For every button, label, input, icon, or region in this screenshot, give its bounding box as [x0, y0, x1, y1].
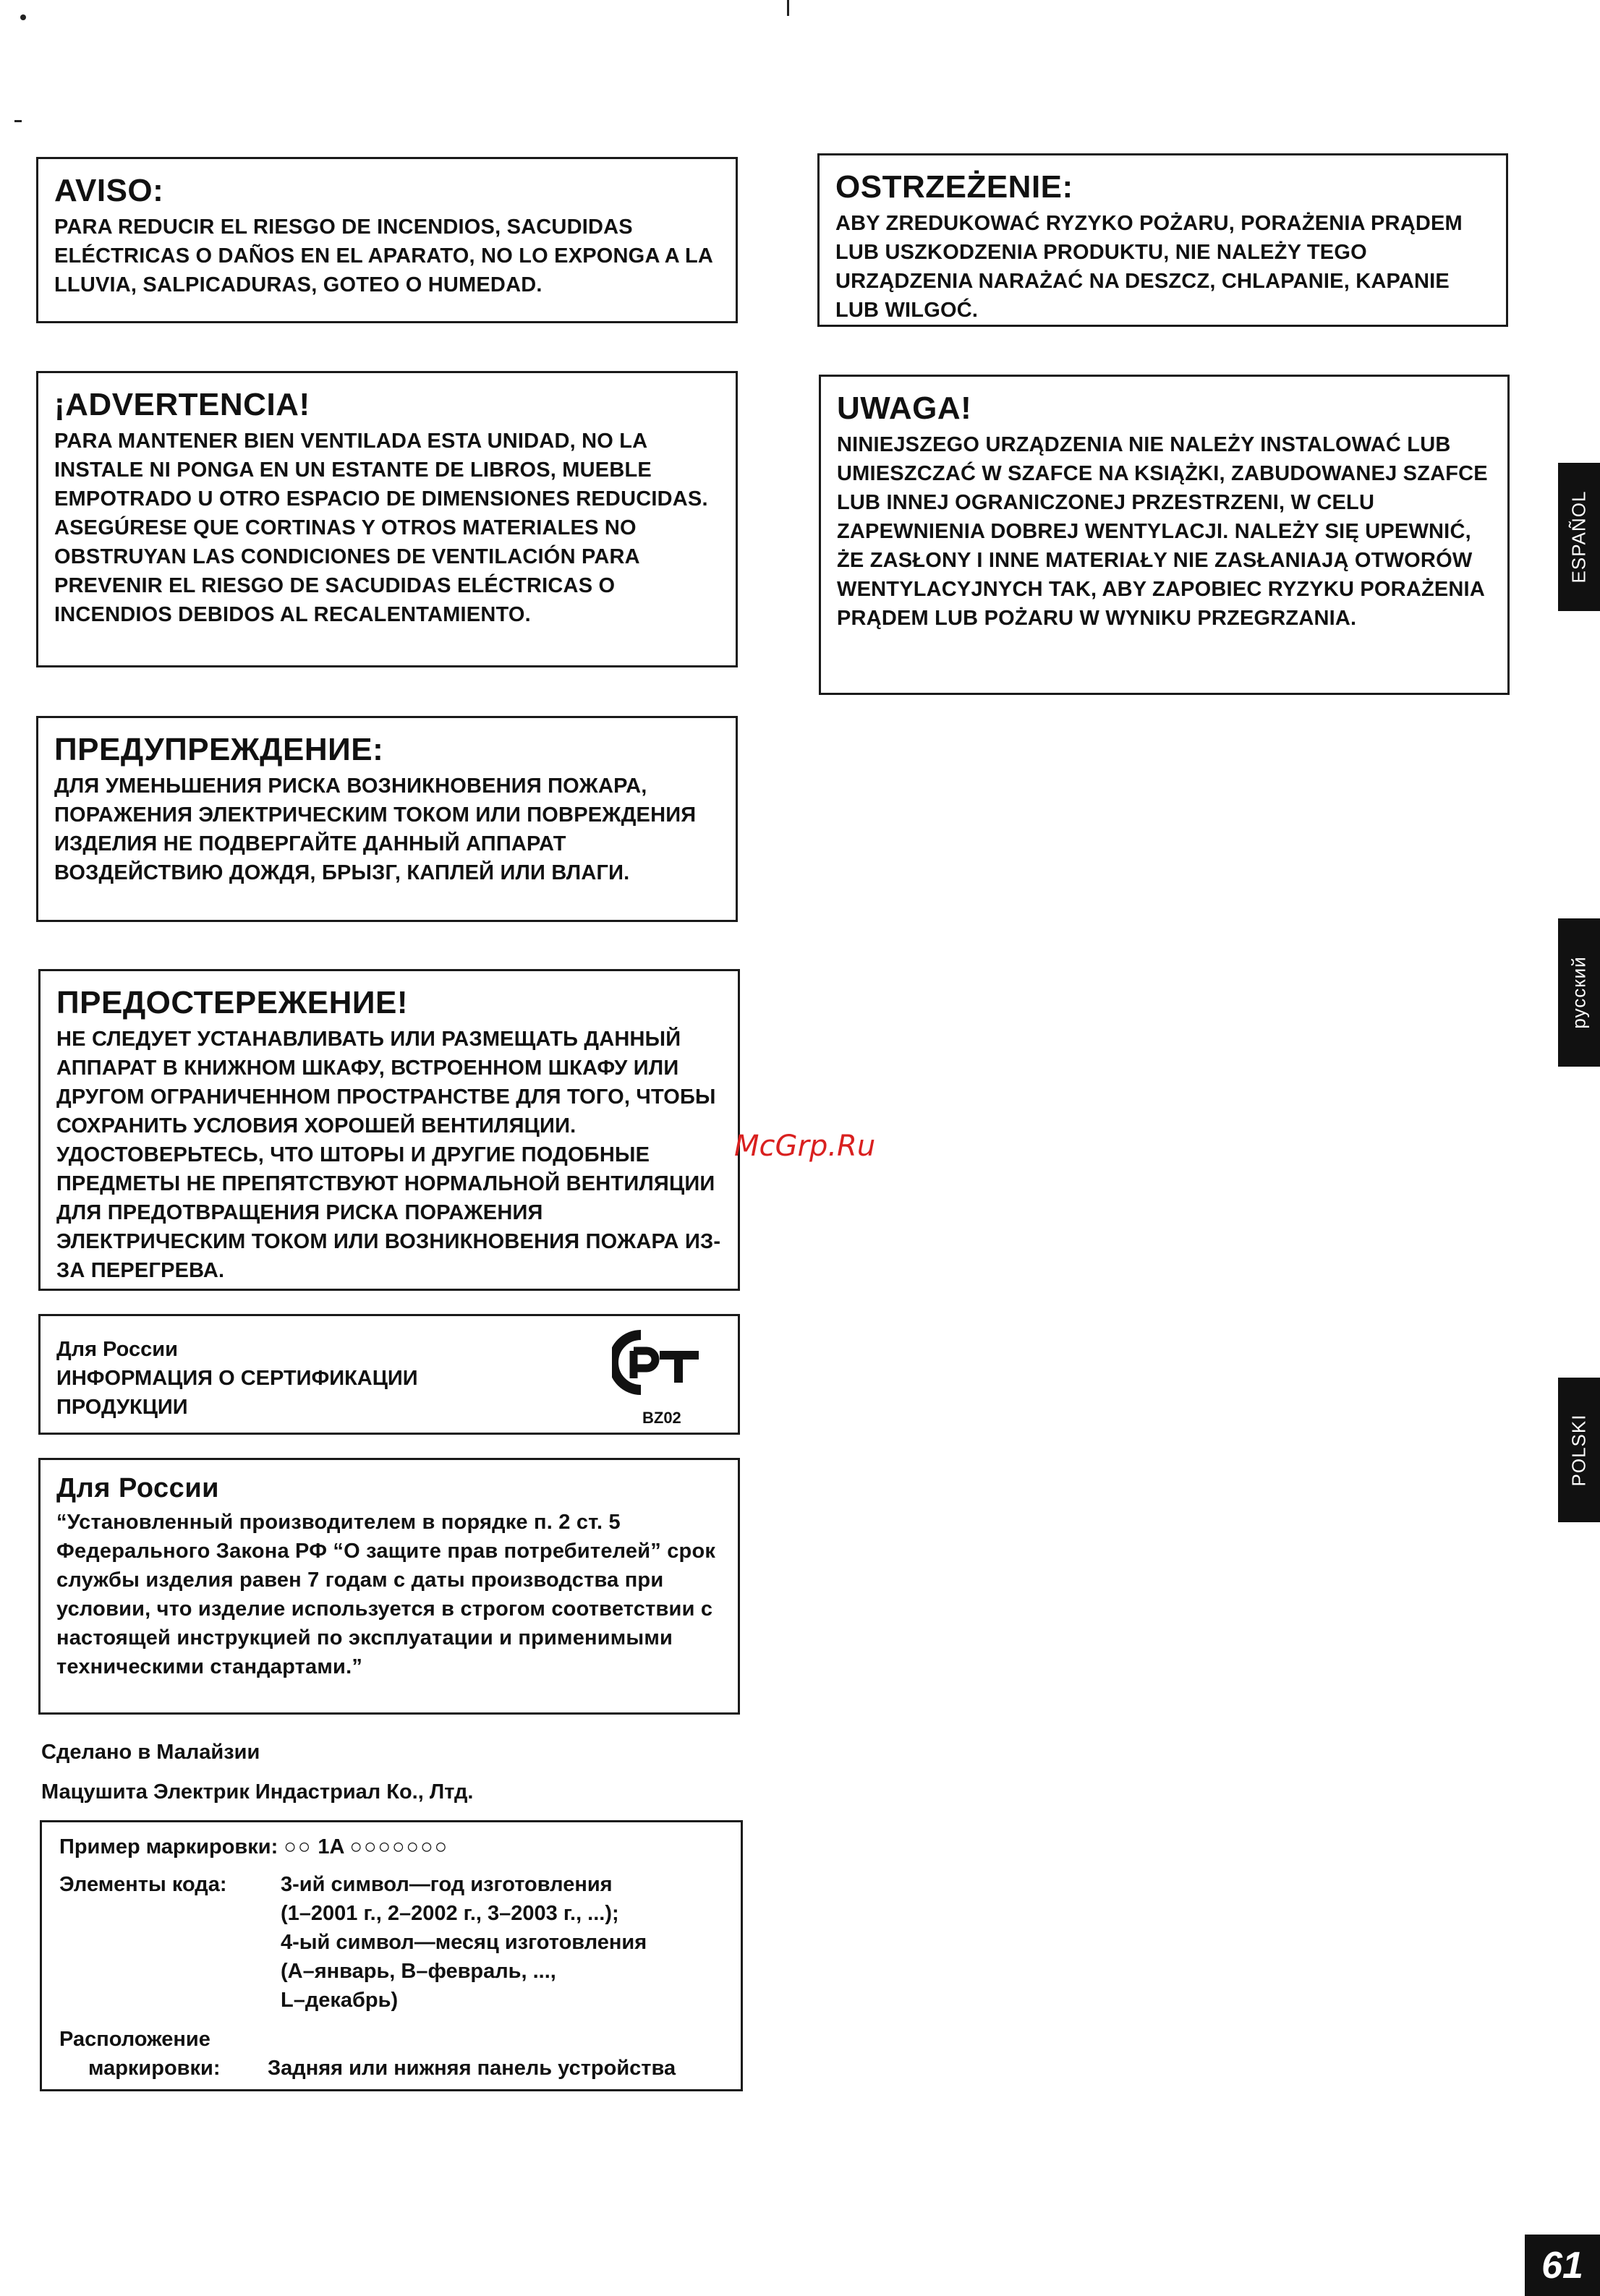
aviso-warning-box — [36, 157, 738, 323]
scan-speck — [787, 0, 789, 16]
predosterezhenie-title: ПРЕДОСТЕРЕЖЕНИЕ! — [56, 985, 409, 1020]
side-tab-russian[interactable] — [1558, 918, 1600, 1067]
watermark-text: McGrp.Ru — [734, 1130, 876, 1163]
advertencia-title: ¡ADVERTENCIA! — [54, 387, 310, 422]
marking-elements-values — [281, 1870, 647, 2015]
service-life-body: “Установленный производителем в порядке п. 2 ст. 5 Федерального Закона РФ “О защите прав потребителей” срок службы изделия равен 7 годам с даты производства при условии, что изделие используется в строгом соответствии с настоящей инструкцией по эксплуатации и применимыми техническими стандартами.” — [56, 1511, 716, 1678]
service-life-title: Для России — [56, 1473, 220, 1503]
ostrzezenie-warning-box — [817, 153, 1508, 327]
side-tab-polski[interactable] — [1558, 1378, 1600, 1522]
marking-example-circles-a: ○○ — [284, 1835, 312, 1858]
scan-speck — [14, 120, 22, 122]
scan-speck — [20, 14, 26, 20]
side-tab-russian-label: русский — [1567, 956, 1590, 1029]
service-life-box — [38, 1458, 740, 1715]
marking-example-row — [59, 1832, 448, 1861]
predosterezhenie-warning-box — [38, 969, 740, 1291]
side-tab-espanol[interactable] — [1558, 463, 1600, 611]
preduprezhdenie-warning-box — [36, 716, 738, 922]
marking-location-label-line1: Расположение — [59, 2028, 210, 2051]
predosterezhenie-body: НЕ СЛЕДУЕТ УСТАНАВЛИВАТЬ ИЛИ РАЗМЕЩАТЬ ДАННЫЙ АППАРАТ В КНИЖНОМ ШКАФУ, ВСТРОЕННОМ ШКАФУ ИЛИ ДРУГОМ ОГРАНИЧЕННОМ ПРОСТРАНСТВЕ ДЛЯ ТОГО, ЧТОБЫ СОХРАНИТЬ УСЛОВИЯ ХОРОШЕЙ ВЕНТИЛЯЦИИ. УДОСТОВЕРЬТЕСЬ, ЧТО ШТОРЫ И ДРУГИЕ ПОДОБНЫЕ ПРЕДМЕТЫ НЕ ПРЕПЯТСТВУЮТ НОРМАЛЬНОЙ ВЕНТИЛЯЦИИ ДЛЯ ПРЕДОТВРАЩЕНИЯ РИСКА ПОРАЖЕНИЯ ЭЛЕКТРИЧЕСКИМ ТОКОМ ИЛИ ВОЗНИКНОВЕНИЯ ПОЖАРА ИЗ-ЗА ПЕРЕГРЕВА. — [56, 1028, 721, 1282]
uwaga-body: NINIEJSZEGO URZĄDZENIA NIE NALEŻY INSTALOWAĆ LUB UMIESZCZAĆ W SZAFCE NA KSIĄŻKI, ZABUDOWANEJ SZAFCE LUB INNEJ OGRANICZONEJ PRZESTRZENI, W CELU ZAPEWNIENIA DOBREJ WENTYLACJI. NALEŻY SIĘ UPEWNIĆ, ŻE ZASŁONY I INNE MATERIAŁY NIE ZASŁANIAJĄ OTWORÓW WENTYLACYJNYCH TAK, ABY ZAPOBIEC RYZYKU PORAŻENIA PRĄDEM LUB POŻARU W WYNIKU PRZEGRZANIA. — [837, 433, 1488, 630]
marking-location-label-line2: маркировки: — [88, 2057, 221, 2080]
marking-example-label: Пример маркировки: — [59, 1835, 278, 1858]
uwaga-warning-box — [819, 375, 1510, 695]
gost-r-certification-icon — [612, 1329, 706, 1401]
marking-elements-line: (A–январь, B–февраль, ..., — [281, 1960, 556, 1983]
certification-box — [38, 1314, 740, 1435]
made-in-text: Сделано в Малайзии — [41, 1741, 260, 1764]
marking-example-code: 1A — [318, 1835, 344, 1858]
marking-location-value: Задняя или нижняя панель устройства — [268, 2057, 676, 2080]
marking-elements-label: Элементы кода: — [59, 1873, 227, 1896]
certification-info-line2: ПРОДУКЦИИ — [56, 1396, 188, 1419]
marking-elements-line: 4-ый символ—месяц изготовления — [281, 1931, 647, 1954]
uwaga-title: UWAGA! — [837, 391, 972, 426]
aviso-body: PARA REDUCIR EL RIESGO DE INCENDIOS, SACUDIDAS ELÉCTRICAS O DAÑOS EN EL APARATO, NO LO EXPONGA A LA LLUVIA, SALPICADURAS, GOTEO O HUMEDAD. — [54, 215, 712, 296]
preduprezhdenie-title: ПРЕДУПРЕЖДЕНИЕ: — [54, 732, 384, 767]
marking-box — [40, 1820, 743, 2091]
aviso-title: AVISO: — [54, 173, 164, 208]
manufacturer-text: Мацушита Электрик Индастриал Ко., Лтд. — [41, 1780, 474, 1804]
marking-location-label — [59, 2025, 221, 2083]
ostrzezenie-body: ABY ZREDUKOWAĆ RYZYKO POŻARU, PORAŻENIA PRĄDEM LUB USZKODZENIA PRODUKTU, NIE NALEŻY TEGO URZĄDZENIA NARAŻAĆ NA DESZCZ, CHLAPANIE, KAPANIE LUB WILGOĆ. — [835, 212, 1463, 322]
certification-info-line1: ИНФОРМАЦИЯ О СЕРТИФИКАЦИИ — [56, 1367, 418, 1390]
advertencia-warning-box — [36, 371, 738, 667]
side-tab-polski-label: POLSKI — [1567, 1414, 1590, 1486]
side-tab-espanol-label: ESPAÑOL — [1567, 490, 1590, 584]
certification-country: Для России — [56, 1338, 178, 1361]
advertencia-body: PARA MANTENER BIEN VENTILADA ESTA UNIDAD, NO LA INSTALE NI PONGA EN UN ESTANTE DE LIBROS, MUEBLE EMPOTRADO U OTRO ESPACIO DE DIMENSIONES REDUCIDAS. ASEGÚRESE QUE CORTINAS Y OTROS MATERIALES NO OBSTRUYAN LAS CONDICIONES DE VENTILACIÓN PARA PREVENIR EL RIESGO DE SACUDIDAS ELÉCTRICAS O INCENDIOS DEBIDOS AL RECALENTAMIENTO. — [54, 430, 708, 626]
ostrzezenie-title: OSTRZEŻENIE: — [835, 169, 1073, 205]
marking-elements-line: (1–2001 г., 2–2002 г., 3–2003 г., ...); — [281, 1902, 619, 1925]
preduprezhdenie-body: ДЛЯ УМЕНЬШЕНИЯ РИСКА ВОЗНИКНОВЕНИЯ ПОЖАРА, ПОРАЖЕНИЯ ЭЛЕКТРИЧЕСКИМ ТОКОМ ИЛИ ПОВРЕЖДЕНИЯ ИЗДЕЛИЯ НЕ ПОДВЕРГАЙТЕ ДАННЫЙ АППАРАТ ВОЗДЕЙСТВИЮ ДОЖДЯ, БРЫЗГ, КАПЛЕЙ ИЛИ ВЛАГИ. — [54, 774, 697, 884]
page-number: 61 — [1525, 2235, 1600, 2296]
marking-elements-line: 3-ий символ—год изготовления — [281, 1873, 613, 1896]
certification-code: BZ02 — [642, 1409, 681, 1427]
marking-example-circles-b: ○○○○○○○ — [349, 1835, 449, 1858]
marking-elements-line: L–декабрь) — [281, 1989, 399, 2012]
